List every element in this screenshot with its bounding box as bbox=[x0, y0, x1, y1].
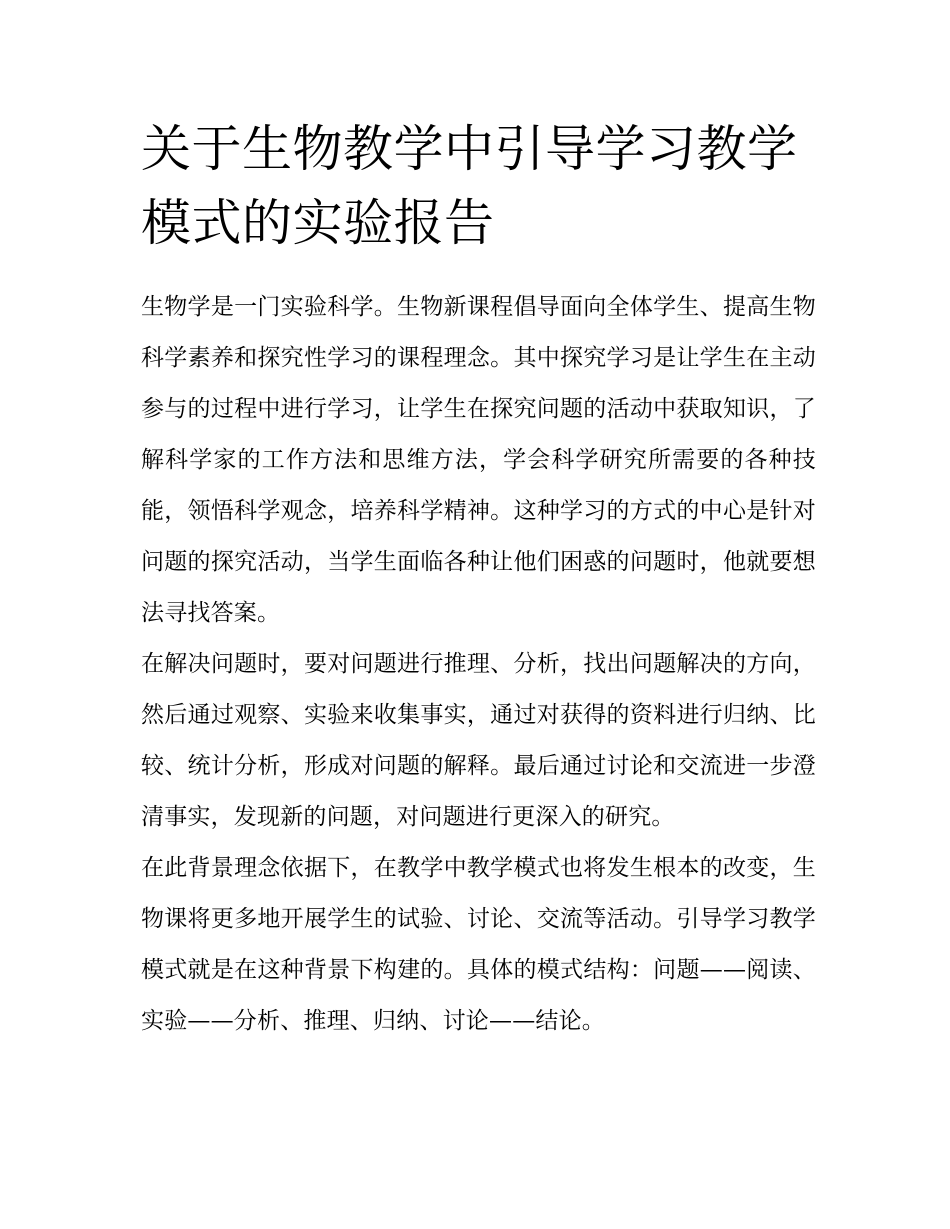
paragraph-2: 在解决问题时，要对问题进行推理、分析，找出问题解决的方向，然后通过观察、实验来收集事实，通过对获得的资料进行归纳、比较、统计分析，形成对问题的解释。最后通过讨论和交流进一步澄清事实，发现新的问题，对问题进行更深入的研究。 bbox=[141, 651, 816, 830]
paragraph-1: 生物学是一门实验科学。生物新课程倡导面向全体学生、提高生物科学素养和探究性学习的课程理念。其中探究学习是让学生在主动参与的过程中进行学习，让学生在探究问题的活动中获取知识，了解科学家的工作方法和思维方法，学会科学研究所需要的各种技能，领悟科学观念，培养科学精神。这种学习的方式的中心是针对问题的探究活动，当学生面临各种让他们困惑的问题时，他就要想法寻找答案。 bbox=[141, 294, 816, 626]
document-title: 关于生物教学中引导学习教学模式的实验报告 bbox=[141, 120, 798, 252]
document-content bbox=[141, 112, 816, 1047]
paragraph-3: 在此背景理念依据下，在教学中教学模式也将发生根本的改变，生物课将更多地开展学生的试验、讨论、交流等活动。引导学习教学模式就是在这种背景下构建的。具体的模式结构：问题——阅读、实验——分析、推理、归纳、讨论——结论。 bbox=[141, 855, 816, 1034]
document-body bbox=[141, 282, 816, 1047]
